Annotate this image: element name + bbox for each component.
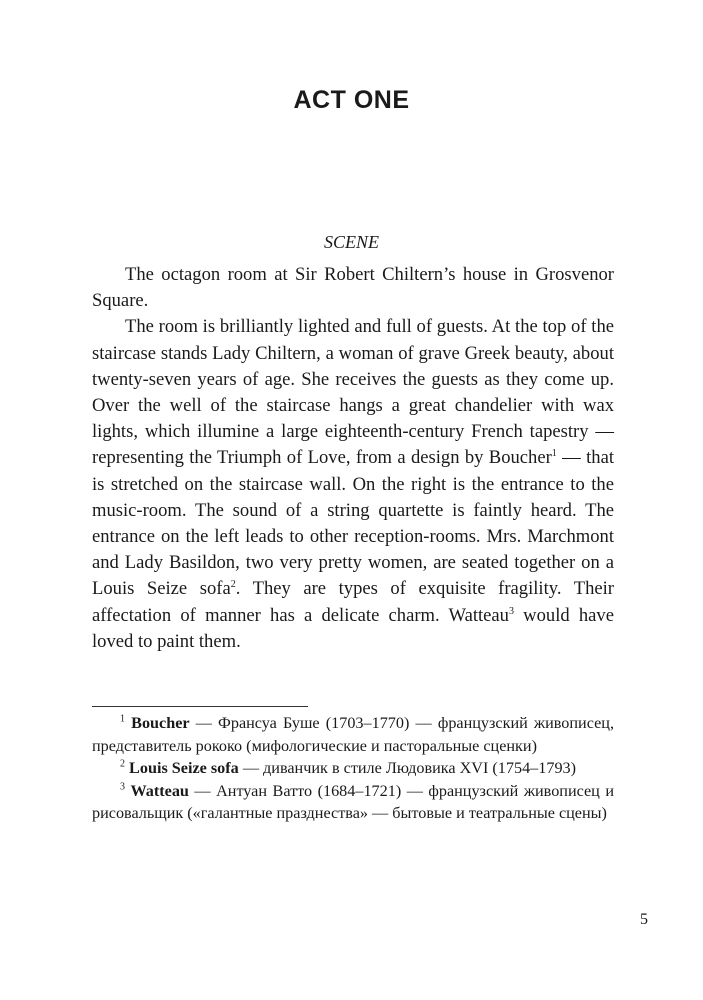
footnote-divider	[92, 706, 308, 707]
footnote-ref-3[interactable]: 3	[508, 605, 514, 617]
footnote-ref-1[interactable]: 1	[551, 448, 557, 460]
footnote-2	[92, 757, 614, 780]
footnote-text: — Франсуа Буше (1703–1770) — французский живописец, представитель рококо (мифологические и пасторальные сценки)	[92, 714, 614, 755]
footnote-term: Watteau	[130, 781, 189, 800]
stage-directions	[92, 262, 614, 655]
footnote-number: 3	[120, 781, 125, 793]
footnote-number: 2	[120, 758, 125, 770]
footnote-3	[92, 780, 614, 825]
page-number: 5	[640, 911, 648, 928]
footnotes	[92, 712, 614, 825]
paragraph-text: would have loved to paint them.	[92, 604, 614, 652]
footnote-term: Louis Seize sofa	[129, 759, 239, 778]
paragraph-text: . They are types of exquisite fragility. Their affectation of manner has a delicate charm. Watteau	[92, 578, 614, 626]
scene-heading: SCENE	[323, 232, 379, 252]
paragraph-text: The room is brilliantly lighted and full of guests. At the top of the staircase stands Lady Chiltern, a woman of grave Greek beauty, about twenty-seven years of age. She receives the guests as they come up. Over the well of the staircase hangs a great chandelier with wax lights, which illumine a large eighteenth-century French tapestry — representing the Triumph of Love, from a design by Boucher	[92, 316, 614, 469]
paragraph-text: — that is stretched on the staircase wall. On the right is the entrance to the music-room. The sound of a string quartette is faintly heard. The entrance on the left leads to other reception-rooms. Mrs. Marchmont and Lady Basildon, two very pretty women, are seated together on a Louis Seize sofa	[92, 447, 614, 600]
footnote-ref-2[interactable]: 2	[230, 579, 236, 591]
act-title: ACT ONE	[293, 86, 410, 114]
paragraph-setting: The octagon room at Sir Robert Chiltern’s house in Grosvenor Square.	[92, 264, 614, 312]
footnote-number: 1	[120, 713, 125, 725]
footnote-text: — Антуан Ватто (1684–1721) — французский живописец и рисовальщик («галантные празднества» — бытовые и театральные сцены)	[92, 781, 614, 823]
footnote-1	[92, 712, 614, 757]
footnote-term: Boucher	[131, 714, 190, 732]
footnote-text: — диванчик в стиле Людовика XVI (1754–1793)	[238, 759, 577, 778]
paragraph-description	[92, 314, 614, 655]
